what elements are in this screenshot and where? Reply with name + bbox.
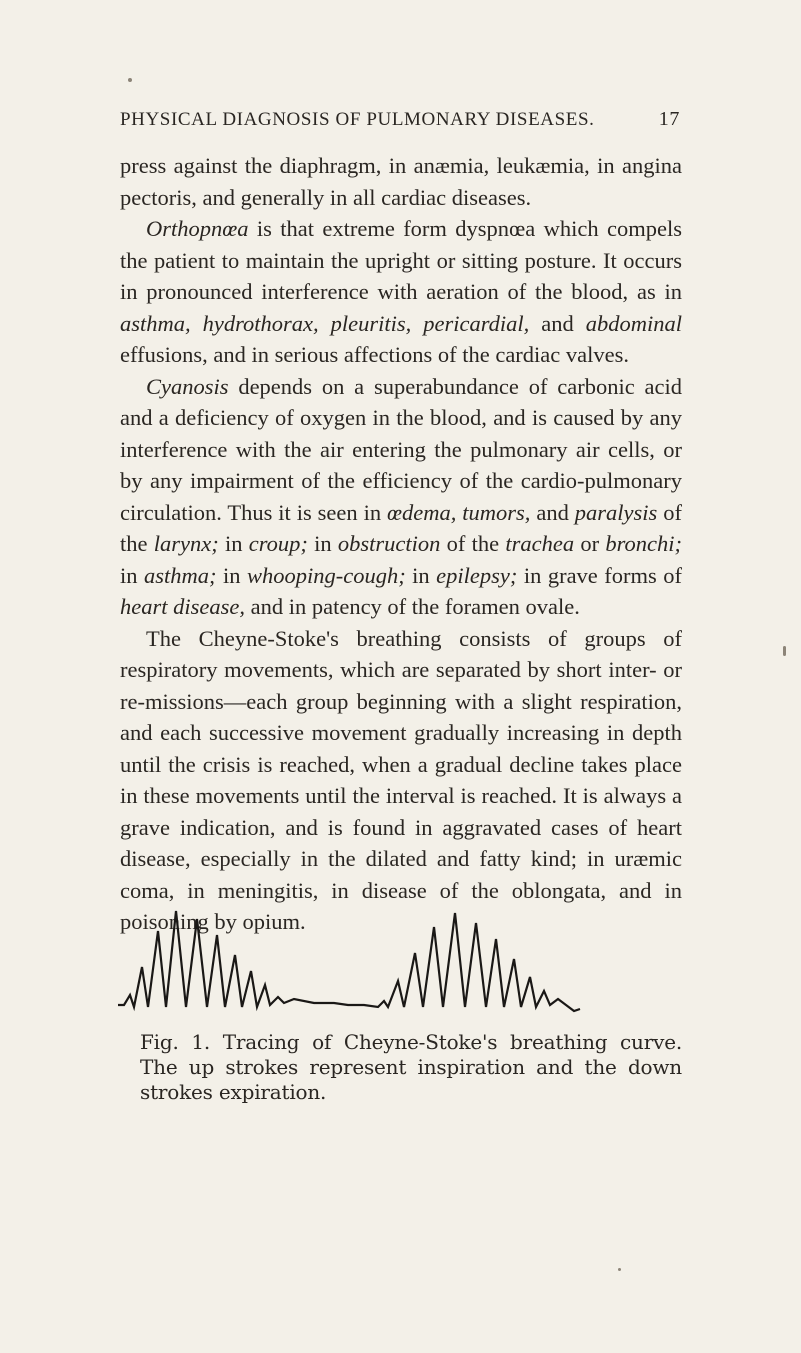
text-run: The Cheyne-Stoke's breathing consists of groups of respiratory movements, which are separated by short inter- or re-missions—each group beginning with a slight respiration, and each successive movement gradually increasing in depth until the crisis is reached, when a gradual decline takes place in these movements until the interval is reached. It is always a grave indication, and is found in aggravated cases of heart disease, especially in the dilated and fatty kind; in uræmic coma, in meningitis, in disease of the oblongata, and in poisoning by opium. <box>120 625 682 934</box>
paper-speck <box>618 1268 621 1271</box>
paragraph-diaphragm <box>120 150 682 213</box>
text-run: in <box>218 531 249 556</box>
text-run: or <box>574 531 606 556</box>
caption-text: Fig. 1. Tracing of Cheyne-Stoke's breathing curve. The up strokes represent inspiration and the down strokes expiration. <box>140 1030 682 1104</box>
paper-speck <box>783 646 786 656</box>
breathing-curve-line <box>118 911 580 1011</box>
italic-term: bronchi; <box>605 531 682 556</box>
running-header <box>120 108 680 131</box>
figure-breathing-curve <box>118 905 688 1015</box>
paper-speck <box>128 78 132 82</box>
italic-term: obstruction <box>337 531 441 556</box>
page-number: 17 <box>658 108 680 130</box>
text-run: in <box>307 531 338 556</box>
text-run: effusions, and in serious affections of the cardiac valves. <box>120 342 630 367</box>
italic-term: Orthopnœa <box>146 216 249 241</box>
italic-term: trachea <box>505 531 575 556</box>
italic-term: heart disease, <box>120 594 245 619</box>
italic-term: croup; <box>248 531 308 556</box>
text-run: in <box>120 562 144 588</box>
figure-caption <box>120 1030 682 1105</box>
running-title: PHYSICAL DIAGNOSIS OF PULMONARY DISEASES. <box>120 109 595 130</box>
paragraph-cyanosis <box>120 371 682 623</box>
italic-term: Cyanosis <box>146 373 229 399</box>
italic-term: œdema, tumors, <box>387 499 531 525</box>
text-run: and <box>529 310 586 336</box>
text-run: depends on a superabundance of carbonic acid and a deficiency of oxygen in the blood, and is caused by any interference with the air entering the pulmonary air cells, or by any impairment of the efficiency of the cardio-pulmonary circulation. Thus it is seen in <box>120 373 682 525</box>
text-run: is that extreme form dyspnœa which compels the patient to maintain the upright or sitting posture. It occurs in pronounced interference with aeration of the blood, as in <box>120 216 682 304</box>
text-run: in grave forms of <box>517 562 682 588</box>
italic-term: whooping-cough; <box>246 562 406 588</box>
italic-term: paralysis <box>574 499 658 525</box>
text-run: and in patency of the foramen ovale. <box>244 594 580 619</box>
text-run: press against the diaphragm, in anæmia, leukæmia, in angina pectoris, and generally in all cardiac diseases. <box>120 153 682 210</box>
italic-term: epilepsy; <box>436 562 518 588</box>
italic-term: abdominal <box>585 310 682 336</box>
italic-term: asthma; <box>143 562 217 588</box>
text-run: in <box>405 562 437 588</box>
text-run: and <box>530 499 575 525</box>
text-run: in <box>216 562 247 588</box>
breathing-curve-tracing <box>118 905 688 1015</box>
italic-term: asthma, hydrothorax, pleuritis, pericardial, <box>120 310 530 336</box>
paragraph-orthopnoea <box>120 213 682 371</box>
text-run: of the <box>120 499 682 556</box>
text-run: of the <box>440 531 506 556</box>
paragraph-cheyne-stokes <box>120 623 682 938</box>
italic-term: larynx; <box>153 531 219 556</box>
body-text <box>120 150 682 938</box>
